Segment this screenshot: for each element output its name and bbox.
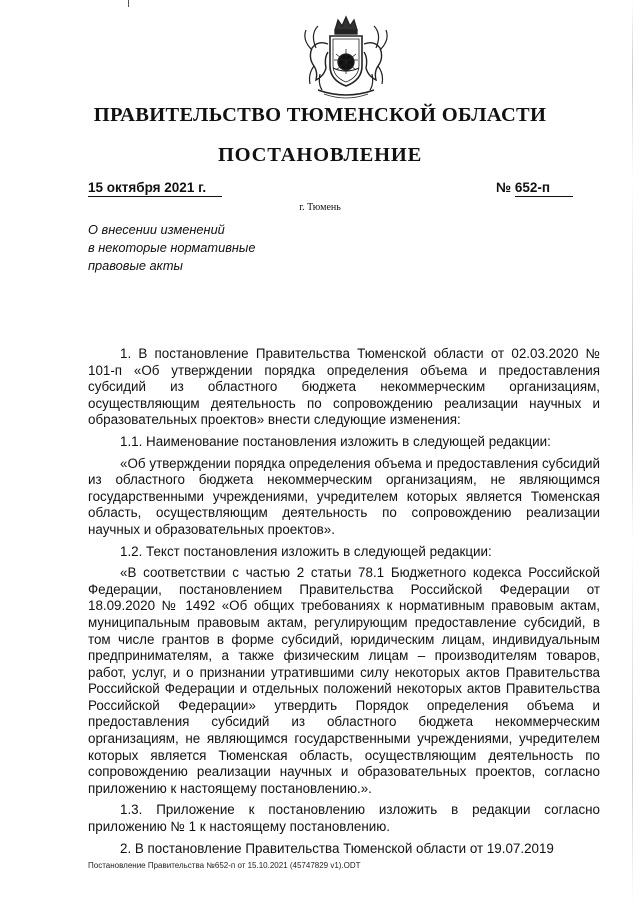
scan-mark	[128, 0, 129, 7]
government-title: ПРАВИТЕЛЬСТВО ТЮМЕНСКОЙ ОБЛАСТИ	[93, 104, 547, 126]
subject-line: в некоторые нормативные	[88, 240, 256, 255]
paragraph: «В соответствии с частью 2 статьи 78.1 Бюджетного кодекса Российской Федерации, постановлением Правительства Российской Федерации от 18.09.2020 № 1492 «Об общих требованиях к нормативным правовым актам, муниципальным правовым актам, регулирующим предоставление субсидий, в том числе грантов в форме субсидий, юридическим лицам, индивидуальным предпринимателям, а также физическим лицам – производителям товаров, работ, услуг, и о признании утратившими силу некоторых актов Правительства Российской Федерации и отдельных положений некоторых актов Правительства Российской Федерации» утвердить Порядок определения объема и предоставления субсидий из областного бюджета некоммерческим организациям, не являющимся государственными учреждениями, учредителем которых является Тюменская область, осуществляющим деятельность по сопровождению реализации научных и образовательных проектов, согласно приложению к настоящему постановлению.».	[88, 565, 600, 796]
paragraph: 1.1. Наименование постановления изложить в следующей редакции:	[120, 433, 551, 449]
document-number	[496, 180, 596, 197]
paragraph: 1.2. Текст постановления изложить в следующей редакции:	[120, 543, 492, 559]
subject-line: О внесении изменений	[88, 222, 225, 237]
paragraph: 1. В постановление Правительства Тюменской области от 02.03.2020 № 101-п «Об утверждении порядка определения объема и предоставления субсидий из областного бюджета некоммерческим организациям, осуществляющим деятельность по сопровождению реализации научных и образовательных проектов» внести следующие изменения:	[88, 346, 600, 428]
paragraph: 2. В постановление Правительства Тюменской области от 19.07.2019	[120, 840, 554, 856]
number-value: 652-п	[515, 180, 573, 197]
document-subject	[88, 221, 298, 275]
document-date: 15 октября 2021 г.	[88, 180, 222, 197]
footer-filename: Постановление Правительства №652-п от 15.10.2021 (45747829 v1).ODT	[88, 861, 361, 870]
scan-edge	[632, 0, 633, 905]
coat-of-arms-icon	[288, 14, 404, 100]
document-body	[88, 346, 600, 862]
number-prefix: №	[496, 180, 512, 195]
document-type: ПОСТАНОВЛЕНИЕ	[217, 144, 423, 166]
document-city: г. Тюмень	[299, 202, 341, 213]
paragraph: 1.3. Приложение к постановлению изложить в редакции согласно приложению № 1 к настоящему постановлению.	[88, 802, 600, 835]
paragraph: «Об утверждении порядка определения объема и предоставления субсидий из областного бюджета некоммерческим организациям, не являющимся государственными учреждениями, учредителем которых является Тюменская область, осуществляющим деятельность по сопровождению реализации научных и образовательных проектов».	[88, 455, 600, 537]
subject-line: правовые акты	[88, 258, 183, 273]
